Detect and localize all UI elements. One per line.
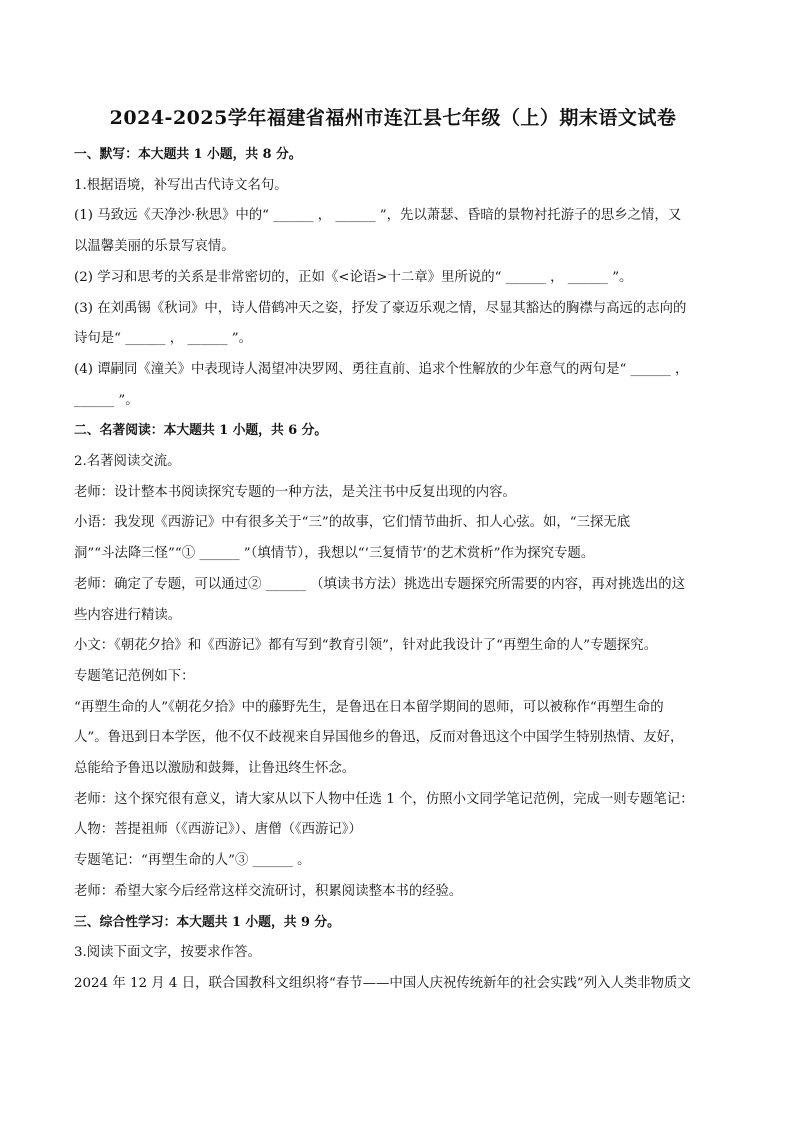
text-line: 老师：设计整本书阅读探究专题的一种方法，是关注书中反复出现的内容。 (74, 484, 516, 500)
text-line: 老师：这个探究很有意义，请大家从以下人物中任选 1 个，仿照小文同学笔记范例，完成一则专题笔记： (74, 791, 694, 807)
text-line: 人物：菩提祖师（《西游记》）、唐僧（《西游记》） (74, 822, 362, 838)
text-line: (4) 谭嗣同《潼关》中表现诗人渴望冲决罗网、勇往直前、追求个性解放的少年意气的两句是“ ______ ， (74, 361, 689, 377)
text-line: 些内容进行精读。 (74, 607, 182, 623)
text-line: 2024 年 12 月 4 日，联合国教科文组织将“春节——中国人庆祝传统新年的社会实践”列入人类非物质文 (74, 975, 691, 991)
text-line: ______ ”。 (74, 392, 139, 408)
text-line: 老师：确定了专题，可以通过② ______ （填读书方法）挑选出专题探究所需要的内容，再对挑选出的这 (74, 576, 686, 592)
text-line: 总能给予鲁迅以激励和鼓舞，让鲁迅终生怀念。 (74, 761, 356, 777)
text-line: 专题笔记范例如下： (74, 668, 195, 684)
text-line: 诗句是“ ______ ， ______ ”。 (74, 331, 253, 347)
section-heading: 二、名著阅读：本大题共 1 小题，共 6 分。 (74, 423, 328, 439)
text-line: “再塑生命的人”《朝花夕拾》中的藤野先生，是鲁迅在日本留学期间的恩师，可以被称作“再塑生命的 (74, 699, 664, 715)
text-line: 小文：《朝花夕拾》和《西游记》都有写到“教育引领”，针对此我设计了“再塑生命的人”专题探究。 (74, 638, 658, 654)
text-line: 专题笔记：“再塑生命的人”③ ______ 。 (74, 853, 311, 869)
text-line: 人”。鲁迅到日本学医，他不仅不歧视来自异国他乡的鲁迅，反而对鲁迅这个中国学生特别热情、友好， (74, 730, 684, 746)
text-line: (2) 学习和思考的关系是非常密切的，正如《<论语>十二章》里所说的“ ______ ， ______ ”。 (74, 269, 633, 285)
text-line: (1) 马致远《天净沙·秋思》中的“ ______ ， ______ ”，先以萧瑟、昏暗的景物衬托游子的思乡之情，又 (74, 208, 682, 224)
text-line: 以温馨美丽的乐景写哀情。 (74, 239, 235, 255)
section-heading: 三、综合性学习：本大题共 1 小题，共 9 分。 (74, 914, 340, 930)
section-heading: 一、默写：本大题共 1 小题，共 8 分。 (74, 147, 302, 162)
exam-title: 2024-2025学年福建省福州市连江县七年级（上）期末语文试卷 (109, 107, 677, 129)
text-line: 2.名著阅读交流。 (74, 454, 181, 470)
text-line: 洞”“斗法降三怪”“① ______ ”（填情节），我想以“‘三复情节’的艺术赏析”作为探究专题。 (74, 546, 595, 562)
text-line: (3) 在刘禹锡《秋词》中，诗人借鹤冲天之姿，抒发了豪迈乐观之情，尽显其豁达的胸襟与高远的志向的 (74, 300, 687, 316)
text-line: 3.阅读下面文字，按要求作答。 (74, 945, 261, 961)
text-line: 1.根据语境，补写出古代诗文名句。 (74, 177, 288, 193)
text-line: 老师：希望大家今后经常这样交流研讨，积累阅读整本书的经验。 (74, 883, 463, 899)
exam-content (74, 140, 712, 1000)
text-line: 小语：我发现《西游记》中有很多关于“三”的故事，它们情节曲折、扣人心弦。如，“三探无底 (74, 515, 631, 531)
